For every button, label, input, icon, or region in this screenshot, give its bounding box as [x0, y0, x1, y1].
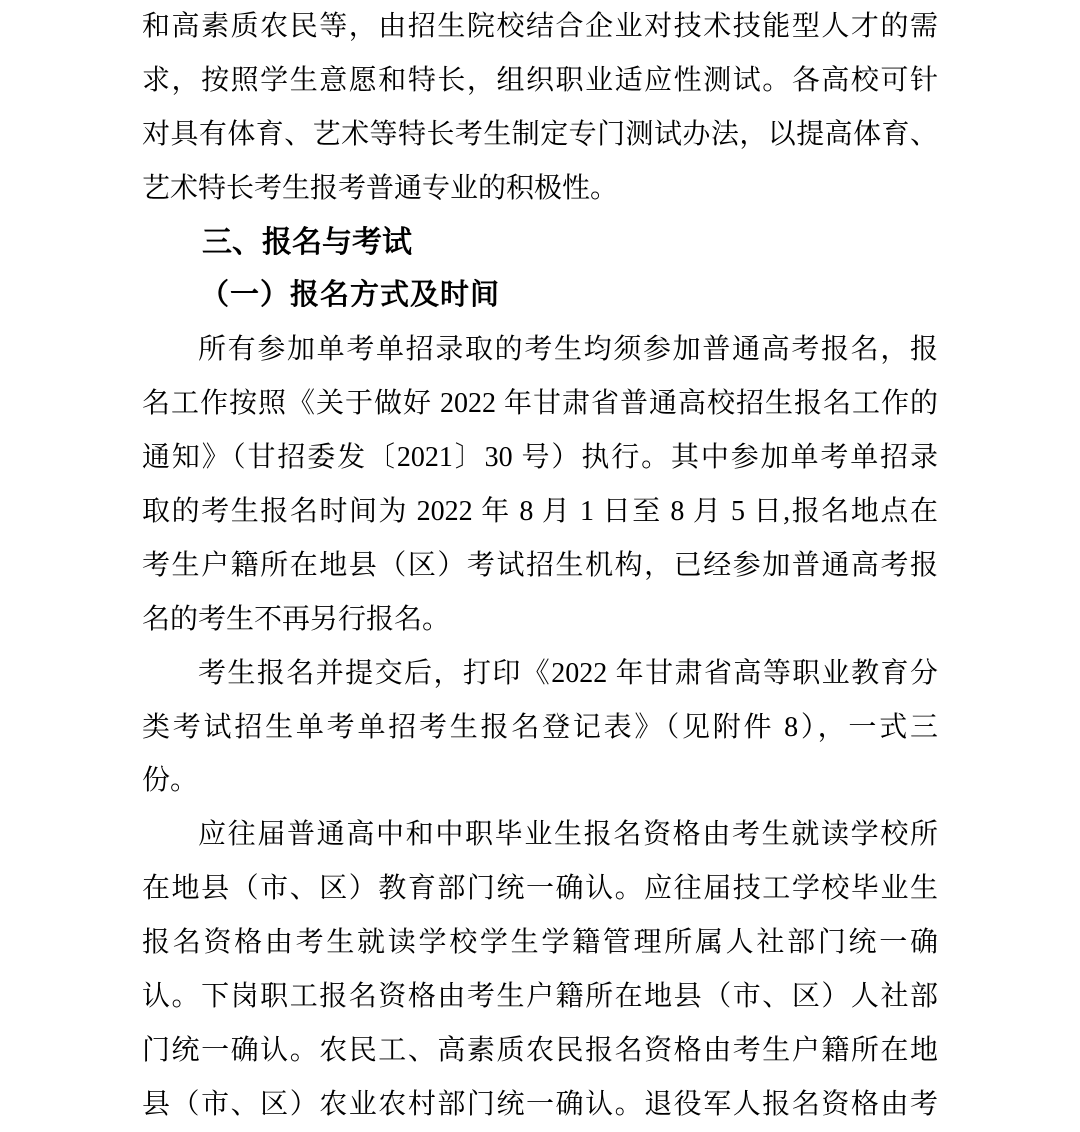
- text-line: 考生户籍所在地县（区）考试招生机构，已经参加普通高考报: [142, 549, 938, 581]
- text-line: 报名资格由考生就读学校学生学籍管理所属人社部门统一确: [142, 927, 938, 959]
- text-line: 求，按照学生意愿和特长，组织职业适应性测试。各高校可针: [142, 64, 938, 96]
- text-line: 门统一确认。农民工、高素质农民报名资格由考生户籍所在地: [142, 1034, 938, 1066]
- text-line: 应往届普通高中和中职毕业生报名资格由考生就读学校所: [198, 819, 938, 851]
- text-line: 对具有体育、艺术等特长考生制定专门测试办法，以提高体育、: [142, 118, 938, 150]
- text-line: 类考试招生单考单招考生报名登记表》（见附件 8），一式三: [142, 711, 938, 743]
- text-line: 名的考生不再另行报名。: [142, 603, 451, 635]
- text-line: 名工作按照《关于做好 2022 年甘肃省普通高校招生报名工作的: [142, 388, 938, 420]
- text-line: 和高素质农民等，由招生院校结合企业对技术技能型人才的需: [142, 11, 938, 42]
- text-line: 考生报名并提交后，打印《2022 年甘肃省高等职业教育分: [198, 657, 938, 689]
- text-line: 认。下岗职工报名资格由考生户籍所在地县（市、区）人社部: [142, 981, 938, 1013]
- subsection-heading: （一）报名方式及时间: [200, 279, 501, 312]
- text-line: 艺术特长考生报考普通专业的积极性。: [142, 172, 619, 204]
- section-heading: 三、报名与考试: [202, 225, 412, 259]
- text-line: 通知》（甘招委发〔2021〕30 号）执行。其中参加单考单招录: [142, 442, 938, 474]
- text-line: 取的考生报名时间为 2022 年 8 月 1 日至 8 月 5 日,报名地点在: [142, 496, 938, 528]
- text-line: 所有参加单考单招录取的考生均须参加普通高考报名，报: [198, 334, 938, 366]
- text-line: 县（市、区）农业农村部门统一确认。退役军人报名资格由考: [142, 1088, 938, 1120]
- text-line: 在地县（市、区）教育部门统一确认。应往届技工学校毕业生: [142, 873, 938, 905]
- text-line: 份。: [142, 765, 199, 797]
